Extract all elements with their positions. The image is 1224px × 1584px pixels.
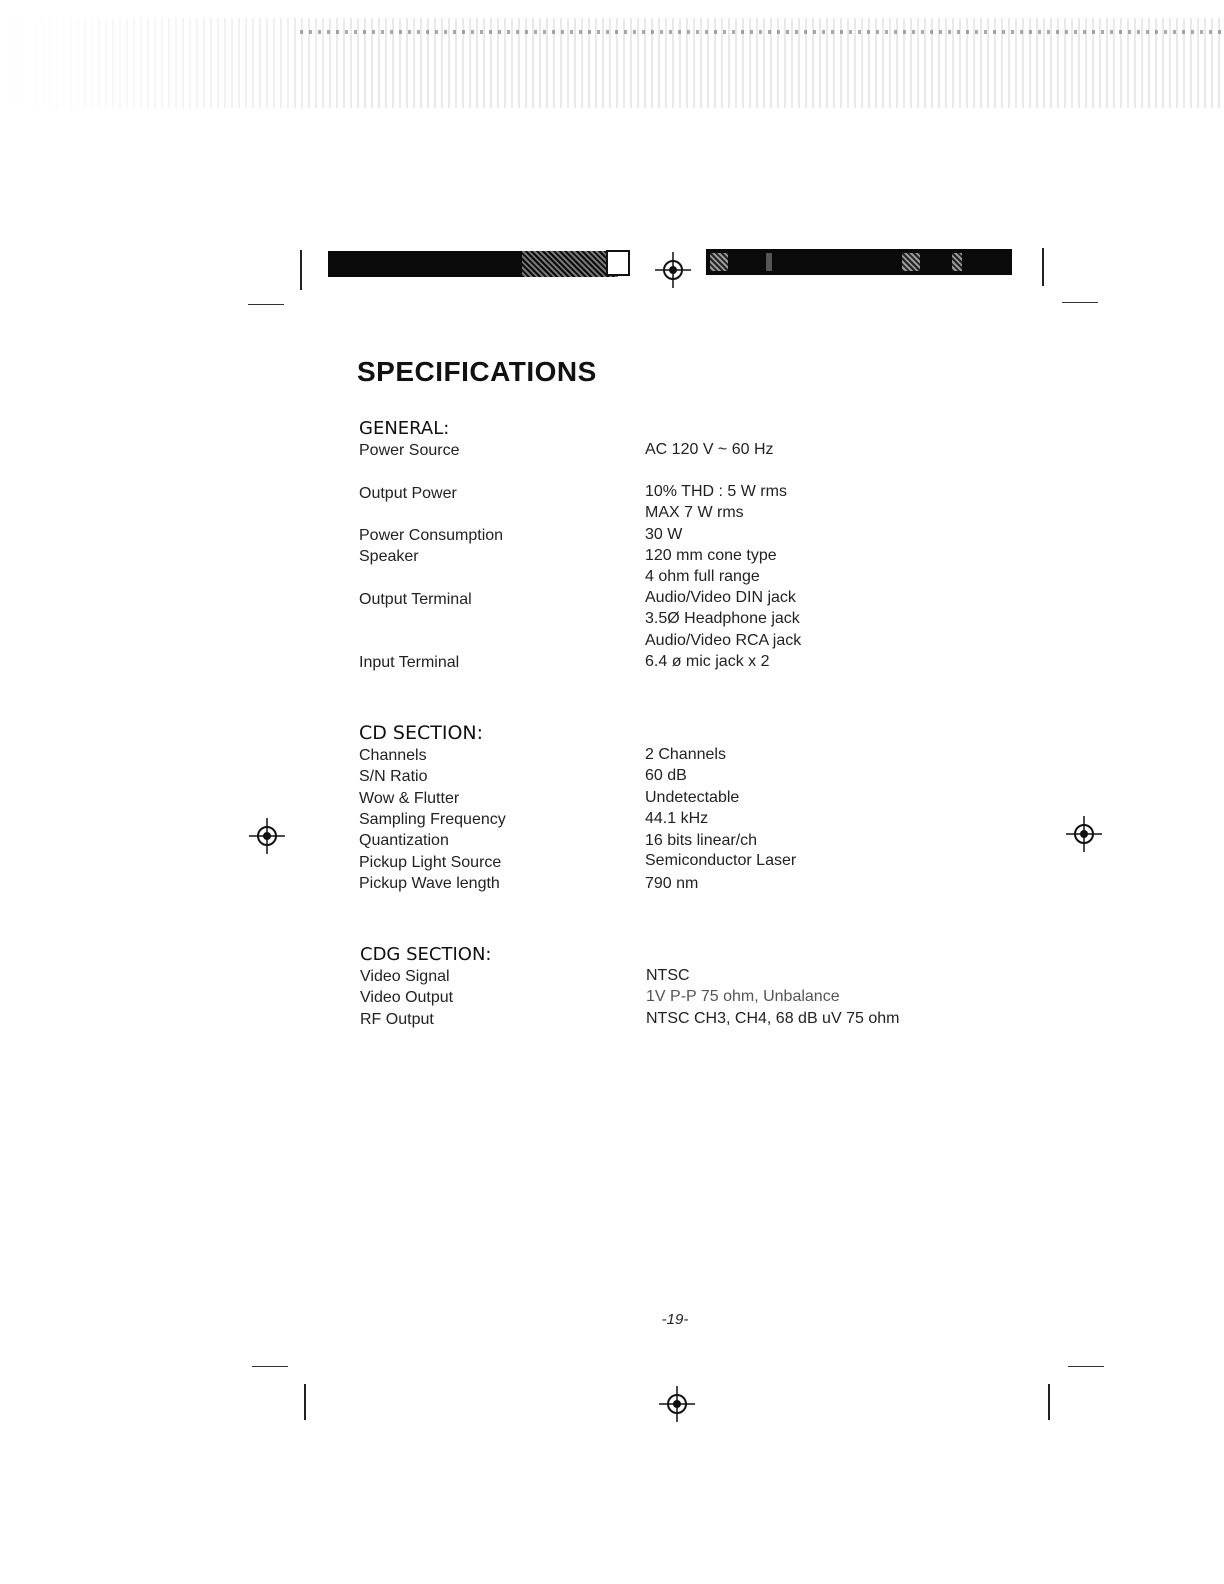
spec-value: 2 Channels (645, 746, 726, 763)
spec-value: 4 ohm full range (645, 568, 760, 585)
spec-label: Pickup Wave length (359, 875, 500, 892)
registration-target-icon (655, 252, 691, 288)
color-bar-right (706, 249, 1012, 275)
spec-value: Semiconductor Laser (645, 852, 797, 869)
spec-label: Output Terminal (359, 591, 472, 608)
spec-value: Audio/Video RCA jack (645, 632, 802, 649)
crop-line-top-right (1062, 302, 1098, 303)
crop-line-top-left (248, 304, 284, 305)
spec-label: Sampling Frequency (359, 811, 506, 828)
registration-target-icon (659, 1386, 695, 1422)
spec-value: 1V P-P 75 ohm, Unbalance (646, 988, 840, 1005)
spec-label: RF Output (360, 1011, 434, 1028)
section-heading: CDG SECTION: (360, 944, 492, 965)
spec-label: Power Source (359, 442, 460, 459)
spec-value: 3.5Ø Headphone jack (645, 610, 800, 627)
section-heading: GENERAL: (359, 418, 450, 439)
page-title: SPECIFICATIONS (357, 356, 597, 387)
spec-label: Quantization (359, 832, 449, 849)
spec-value: AC 120 V ~ 60 Hz (645, 441, 774, 458)
spec-value: 60 dB (645, 767, 687, 784)
page-number: -19- (661, 1311, 689, 1328)
color-bar-left-end (606, 250, 630, 276)
spec-label: S/N Ratio (359, 768, 428, 785)
color-bar-left (328, 251, 618, 277)
spec-label: Video Output (360, 989, 454, 1006)
spec-label: Pickup Light Source (359, 854, 502, 871)
crop-mark-bottom-right (1048, 1384, 1050, 1420)
spec-label: Video Signal (360, 968, 450, 985)
spec-value: NTSC CH3, CH4, 68 dB uV 75 ohm (646, 1010, 900, 1027)
spec-value: Undetectable (645, 789, 740, 806)
spec-value: MAX 7 W rms (645, 504, 744, 521)
spec-value: Audio/Video DIN jack (645, 589, 796, 606)
spec-value: 790 nm (645, 875, 699, 892)
registration-target-icon (249, 818, 285, 854)
spec-label: Power Consumption (359, 527, 504, 544)
spec-label: Channels (359, 747, 427, 764)
spec-value: 10% THD : 5 W rms (645, 483, 787, 500)
crop-line-bottom-left (252, 1366, 288, 1367)
spec-label: Speaker (359, 548, 419, 565)
section-heading: CD SECTION: (359, 722, 484, 744)
crop-mark-top-right (1042, 248, 1044, 286)
spec-value: NTSC (646, 967, 690, 984)
spec-value: 120 mm cone type (645, 547, 777, 564)
crop-mark-bottom-left (304, 1384, 306, 1420)
crop-line-bottom-right (1068, 1366, 1104, 1367)
spec-label: Input Terminal (359, 654, 460, 671)
registration-target-icon (1066, 816, 1102, 852)
spec-value: 6.4 ø mic jack x 2 (645, 653, 770, 670)
spec-label: Wow & Flutter (359, 790, 460, 807)
scan-noise-line (300, 30, 1224, 34)
spec-value: 16 bits linear/ch (645, 832, 758, 849)
crop-mark-top-left (300, 250, 302, 290)
spec-value: 44.1 kHz (645, 810, 709, 827)
spec-value: 30 W (645, 526, 683, 543)
spec-label: Output Power (359, 485, 457, 502)
